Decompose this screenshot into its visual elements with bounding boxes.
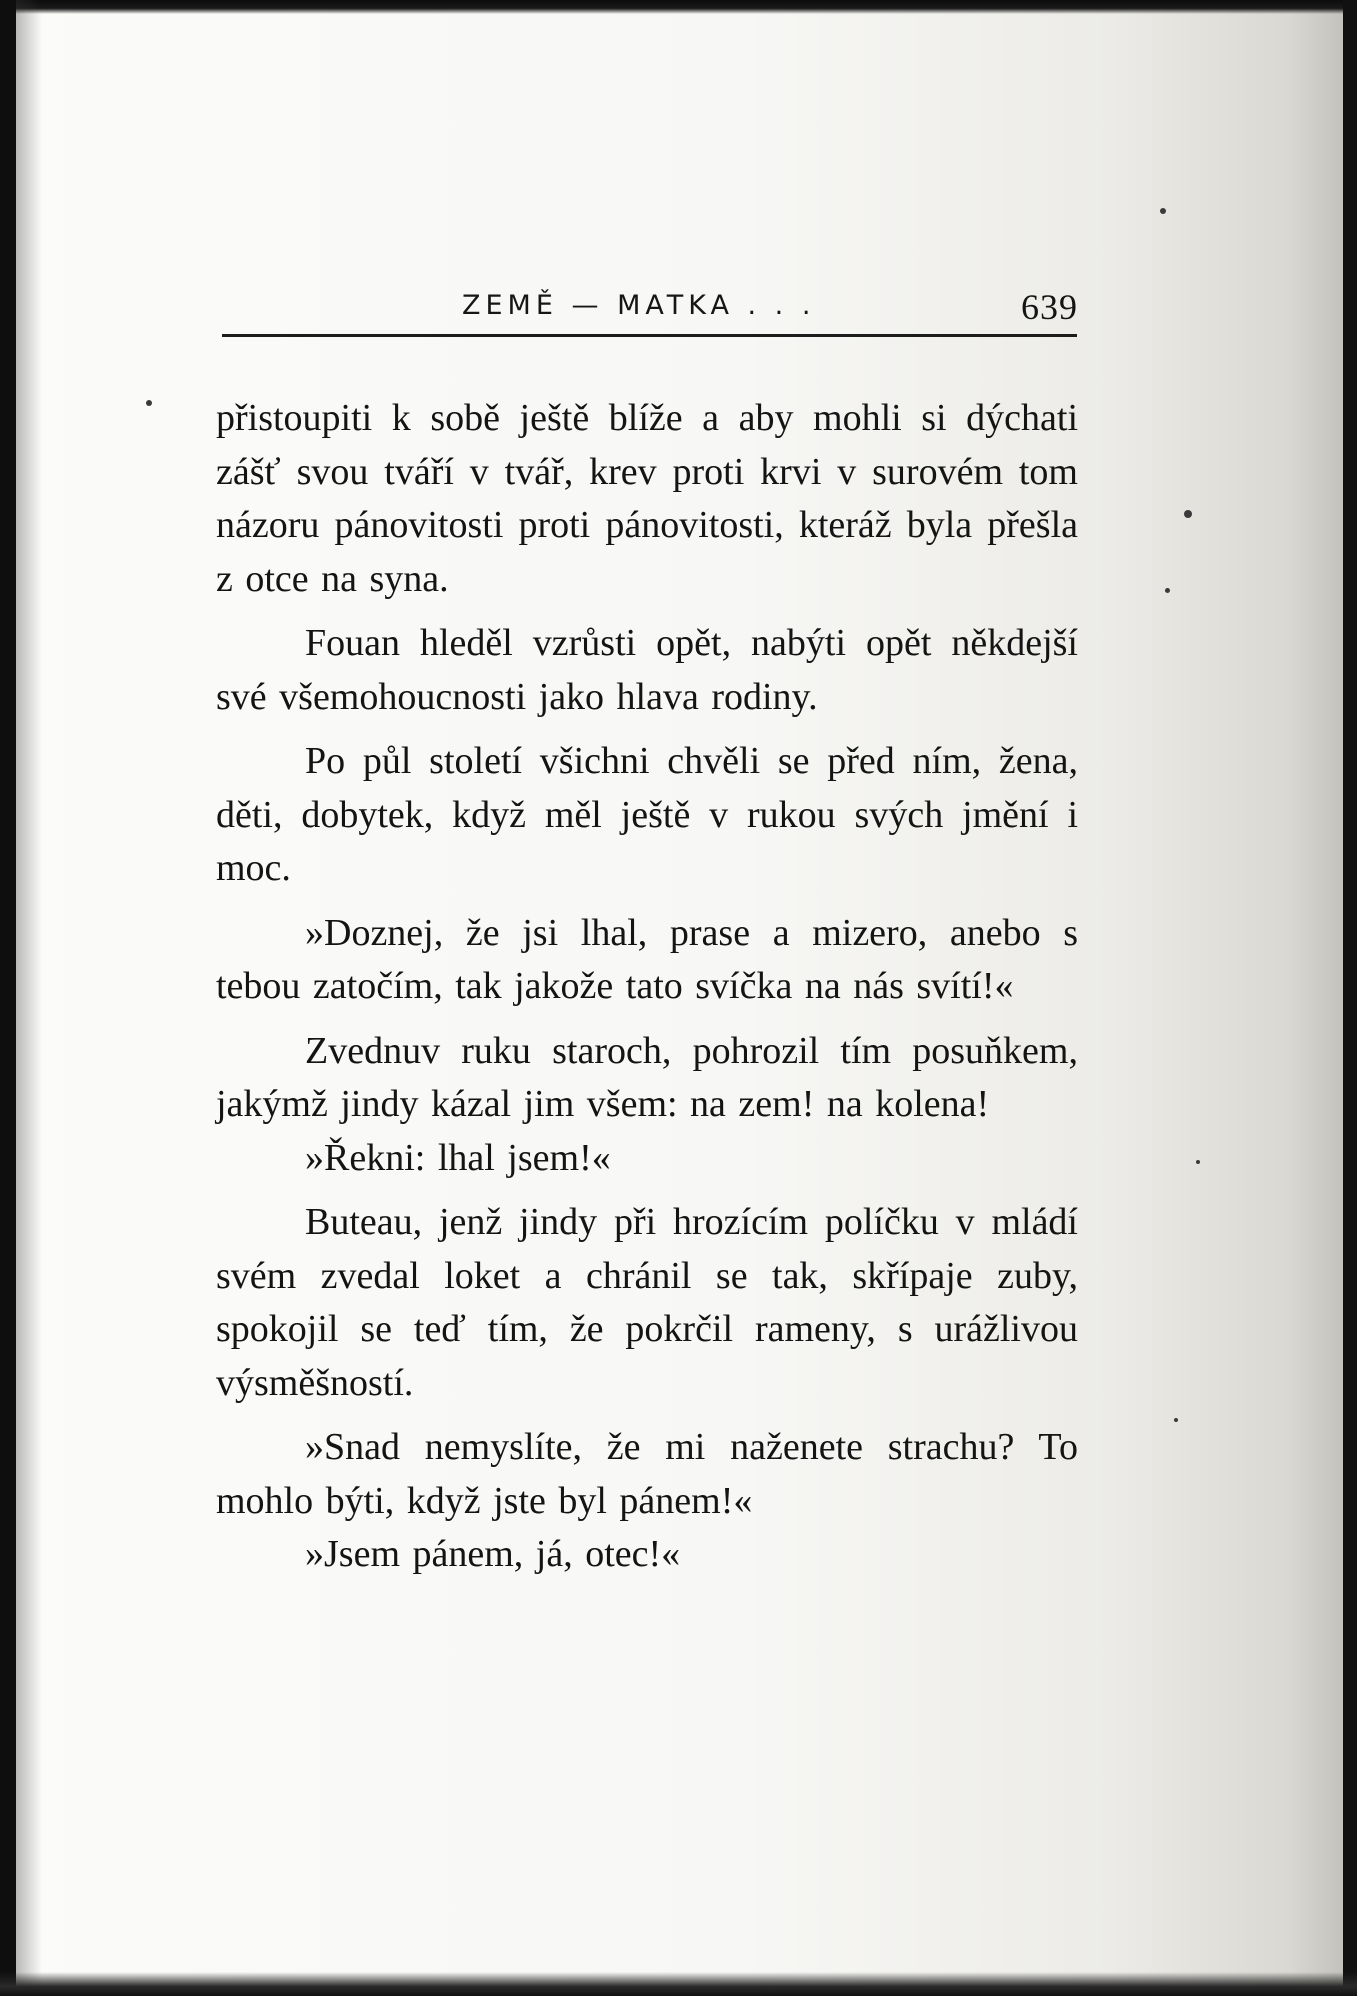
page-top-edge	[0, 0, 1357, 14]
paper-speck	[146, 400, 152, 406]
paragraph: Zvednuv ruku staroch, pohrozil tím posuňkem, jakýmž jindy kázal jim všem: na zem! na kolena!	[216, 1029, 1078, 1125]
paper-speck	[1196, 1160, 1200, 1164]
page-bottom-edge	[0, 1972, 1357, 1996]
header-rule	[222, 334, 1077, 337]
paper-speck	[1160, 208, 1166, 214]
running-header	[218, 284, 1080, 328]
paragraph: Fouan hleděl vzrůsti opět, nabýti opět někdejší své všemohoucnosti jako hlava rodiny.	[216, 622, 1078, 718]
paragraph: Po půl století všichni chvěli se před ním, žena, děti, dobytek, když měl ještě v rukou svých jmění i moc.	[216, 740, 1078, 889]
body-text	[216, 392, 1078, 1593]
paragraph: »Doznej, že jsi lhal, prase a mizero, anebo s tebou zatočím, tak jakože tato svíčka na nás svítí!«	[216, 911, 1078, 1007]
gutter-shadow	[16, 0, 42, 1996]
paragraph: přistoupiti k sobě ještě blíže a aby mohli si dýchati zášť svou tváří v tvář, krev proti krvi v surovém tom názoru pánovitosti proti pánovitosti, kteráž byla přešla z otce na syna.	[216, 397, 1078, 600]
running-title: ZEMĚ — MATKA . . .	[462, 290, 816, 321]
paper-speck	[1184, 510, 1192, 518]
page-number: 639	[1021, 287, 1078, 327]
binding-spine	[0, 0, 16, 1996]
paragraph: »Řekni: lhal jsem!«	[305, 1136, 611, 1179]
paper-speck	[1174, 1418, 1178, 1422]
paragraph: »Jsem pánem, já, otec!«	[305, 1533, 681, 1575]
paragraph: »Snad nemyslíte, že mi naženete strachu? To mohlo býti, když jste byl pánem!«	[216, 1426, 1078, 1522]
paragraph: Buteau, jenž jindy při hrozícím políčku v mládí svém zvedal loket a chránil se tak, skřípaje zuby, spokojil se teď tím, že pokrčil rameny, s urážlivou výsměšností.	[216, 1201, 1078, 1404]
paper-speck	[1165, 588, 1170, 593]
page-right-edge	[1343, 0, 1357, 1996]
